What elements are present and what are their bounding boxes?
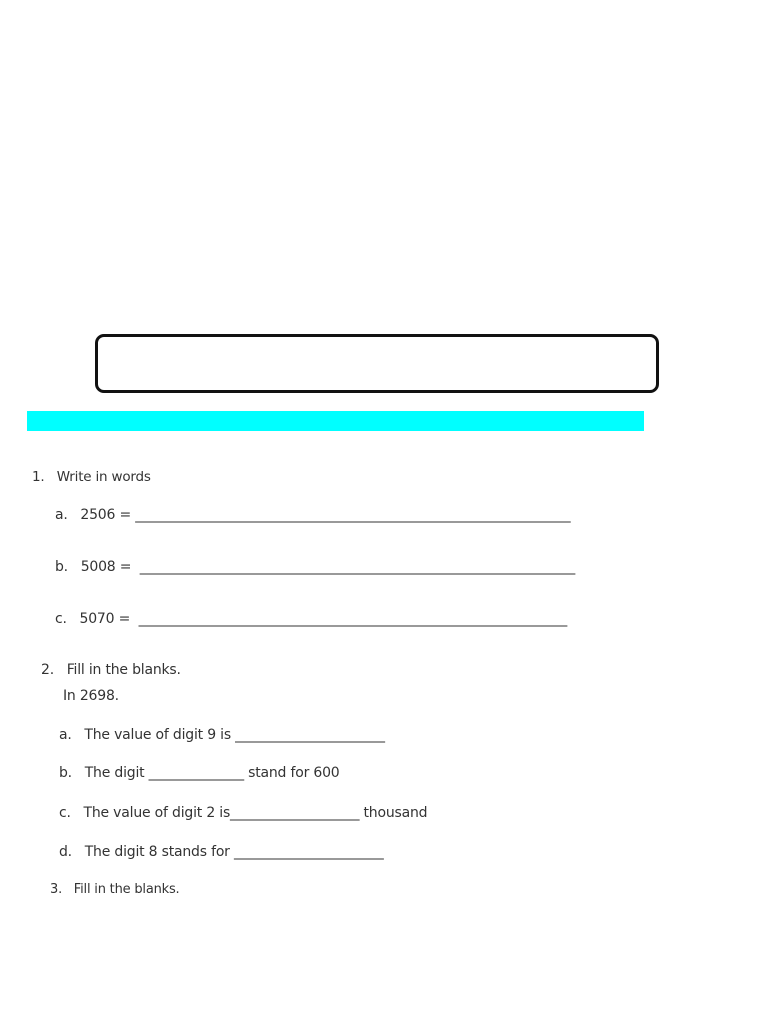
question-2-heading: 2. Fill in the blanks. (41, 662, 181, 678)
question-1c: c. 5070 = _______________________________________________________________ (55, 611, 568, 627)
question-2a: a. The value of digit 9 is ______________________ (59, 727, 385, 743)
question-3-heading: 3. Fill in the blanks. (50, 882, 180, 897)
question-2b: b. The digit ______________ stand for 600 (59, 765, 340, 781)
question-2c: c. The value of digit 2 is___________________ thousand (59, 805, 428, 821)
question-1a: a. 2506 = ________________________________________________________________ (55, 507, 571, 523)
question-1-heading: 1. Write in words (32, 469, 151, 485)
question-2d: d. The digit 8 stands for ______________________ (59, 844, 384, 860)
question-2-subheading: In 2698. (63, 688, 119, 704)
section-header-bar (27, 411, 644, 431)
question-1b: b. 5008 = ________________________________________________________________ (55, 559, 575, 575)
title-box (95, 334, 659, 393)
